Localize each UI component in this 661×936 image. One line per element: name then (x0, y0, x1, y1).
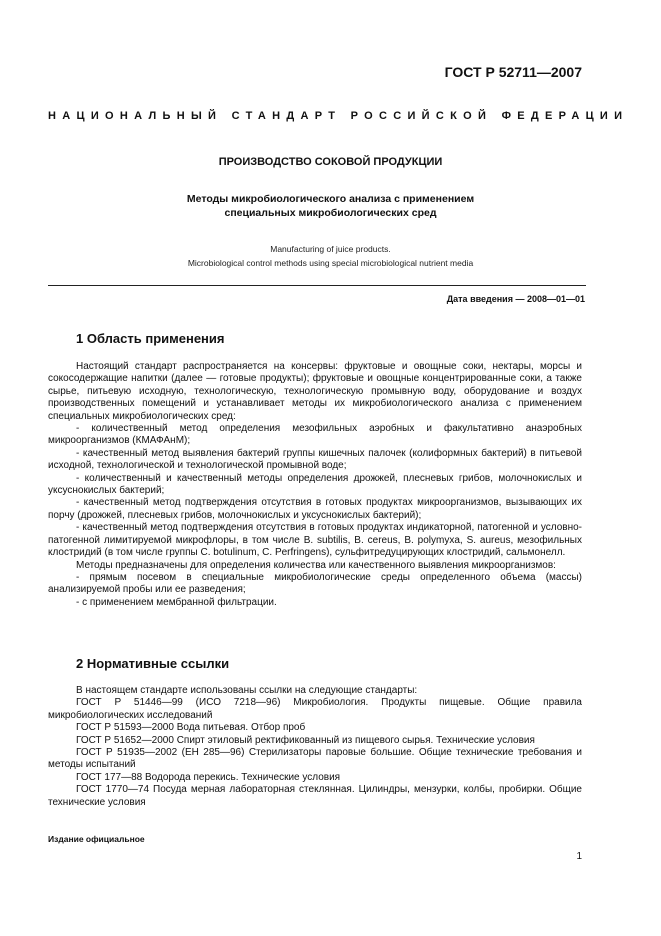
list-item: - прямым посевом в специальные микробиологические среды определенного объема (массы) анализируемой пробы или ее разведения; (48, 571, 582, 596)
document-subtitle (0, 192, 661, 220)
reference-item: ГОСТ Р 51593—2000 Вода питьевая. Отбор проб (76, 722, 306, 734)
official-edition-label: Издание официальное (48, 834, 145, 844)
subtitle-line: Методы микробиологического анализа с применением (186, 193, 475, 205)
list-item: - с применением мембранной фильтрации. (76, 596, 277, 608)
reference-item: ГОСТ 177—88 Водорода перекись. Технические условия (76, 771, 341, 783)
english-title-line: Manufacturing of juice products. (270, 244, 391, 254)
english-title (0, 242, 661, 270)
section-body-references (48, 685, 582, 809)
page-number: 1 (576, 851, 582, 862)
list-item: - качественный метод подтверждения отсутствия в готовых продуктах микроорганизмов, вызывающих их порчу (дрожжей, плесневых грибов, молочнокислых и уксуснокислых бактерий); (48, 497, 582, 521)
reference-item: ГОСТ Р 51652—2000 Спирт этиловый ректификованный из пищевого сырья. Технические условия (76, 734, 535, 746)
paragraph: Настоящий стандарт распространяется на консервы: фруктовые и овощные соки, нектары, морсы и сокосодержащие напитки (далее — готовые продукты); фруктовые и овощные концентрированные соки, а также сырье, питьевую исходную, технологическую, технологическую промывную воду, оборудование и воздух производственных помещений и устанавливает методы их микробиологического анализа с применением специальных микробиологических сред: (48, 361, 582, 422)
reference-item: ГОСТ 1770—74 Посуда мерная лабораторная стеклянная. Цилиндры, мензурки, колбы, пробирки. Общие технические условия (48, 784, 582, 808)
document-title: ПРОИЗВОДСТВО СОКОВОЙ ПРОДУКЦИИ (218, 156, 443, 168)
section-body-scope (48, 361, 582, 609)
paragraph: Методы предназначены для определения количества или качественного выявления микроорганизмов: (76, 559, 556, 571)
reference-item: ГОСТ Р 51446—99 (ИСО 7218—96) Микробиология. Продукты пищевые. Общие правила микробиологических исследований (48, 697, 582, 721)
english-title-line: Microbiological control methods using special microbiological nutrient media (187, 258, 474, 268)
subtitle-line: специальных микробиологических сред (224, 207, 437, 219)
introduction-date: Дата введения — 2008—01—01 (446, 294, 585, 304)
reference-item: ГОСТ Р 51935—2002 (ЕН 285—96) Стерилизаторы паровые большие. Общие технические требования и методы испытаний (48, 747, 582, 771)
list-item: - качественный метод подтверждения отсутствия в готовых продуктах индикаторной, патогенной и условно-патогенной лимитируемой микрофлоры, в том числе B. subtilis, B. cereus, B. polymyxa, S. aureus, мезофильных клостридий (в том числе группы C. botulinum, C. Perfringens), сульфитредуцирующих клостридий, сальмонелл. (48, 522, 582, 559)
paragraph: В настоящем стандарте использованы ссылки на следующие стандарты: (76, 685, 418, 696)
header-divider (48, 285, 586, 286)
list-item: - количественный и качественный методы определения дрожжей, плесневых грибов, молочнокислых и уксуснокислых бактерий; (48, 472, 582, 497)
section-heading-scope: 1 Область применения (76, 331, 225, 346)
national-standard-banner: НАЦИОНАЛЬНЫЙ СТАНДАРТ РОССИЙСКОЙ ФЕДЕРАЦИИ (48, 110, 629, 122)
list-item: - качественный метод выявления бактерий группы кишечных палочек (колиформных бактерий) в питьевой исходной, технологической и технологической промывной воде; (48, 447, 582, 472)
section-heading-references: 2 Нормативные ссылки (76, 656, 230, 671)
list-item: - количественный метод определения мезофильных аэробных и факультативно анаэробных микроорганизмов (КМАФАнМ); (48, 423, 582, 447)
document-code: ГОСТ Р 52711—2007 (444, 64, 582, 80)
